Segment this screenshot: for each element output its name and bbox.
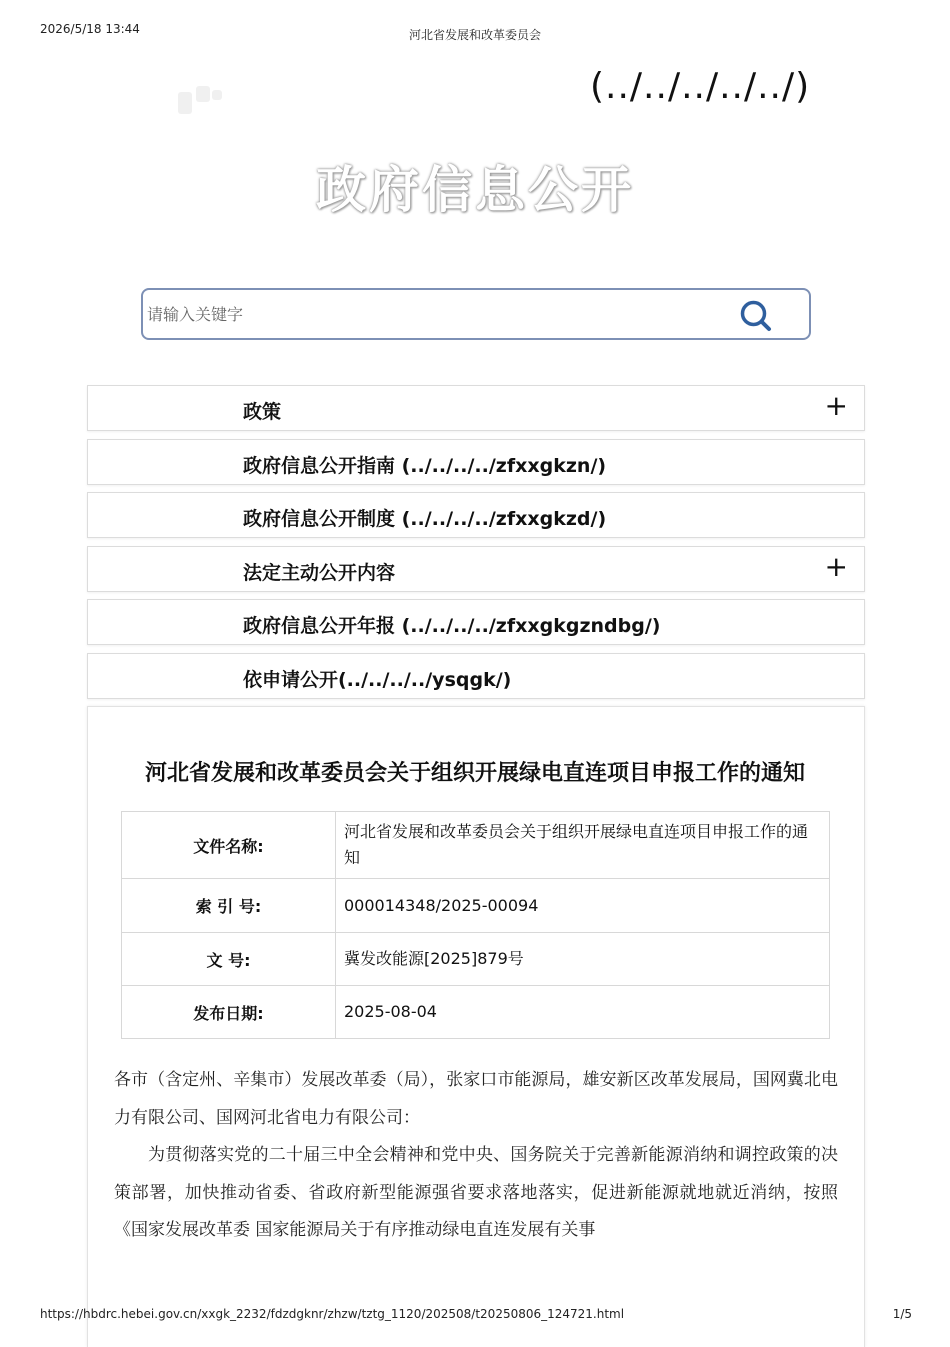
search-icon[interactable] [739,299,773,333]
nav-item-disclosure-guide[interactable] [87,439,865,485]
meta-value: 000014348/2025-00094 [336,879,830,933]
nav-item-label: 法定主动公开内容 [243,562,396,584]
nav-item-label: 政府信息公开制度 (../../../../zfxxgkzd/) [243,508,607,530]
site-logo[interactable] [178,84,226,114]
meta-value: 冀发改能源[2025]879号 [336,933,830,986]
nav-item-annual-report[interactable] [87,599,865,645]
document-meta-table [121,811,830,1039]
print-datetime: 2026/5/18 13:44 [40,22,140,36]
expand-plus-icon[interactable]: + [824,550,848,583]
nav-item-application-disclosure[interactable] [87,653,865,699]
page-url: https://hbdrc.hebei.gov.cn/xxgk_2232/fdzdgknr/zhzw/tztg_1120/202508/t20250806_124721.html [40,1307,625,1321]
nav-item-label: 政策 [243,401,282,423]
nav-item-label: 依申请公开(../../../../ysqgk/) [243,669,512,691]
article-body [114,1062,838,1250]
print-page-title: 河北省发展和改革委员会 [408,28,541,42]
expand-plus-icon[interactable]: + [824,389,848,422]
meta-value: 河北省发展和改革委员会关于组织开展绿电直连项目申报工作的通知 [336,812,830,879]
meta-value: 2025-08-04 [336,986,830,1039]
article-title: 河北省发展和改革委员会关于组织开展绿电直连项目申报工作的通知 [144,761,805,786]
nav-item-statutory-content[interactable] [87,546,865,592]
nav-item-label: 政府信息公开指南 (../../../../zfxxgkzn/) [243,455,607,477]
page-number: 1/5 [892,1307,912,1321]
meta-key: 发布日期: [122,986,336,1039]
meta-key: 索 引 号: [122,879,336,933]
table-row [122,933,830,986]
meta-key: 文 号: [122,933,336,986]
table-row [122,812,830,879]
search-bar [141,288,811,340]
nav-item-label: 政府信息公开年报 (../../../../zfxxgkgzndbg/) [243,615,661,637]
table-row [122,879,830,933]
body-paragraph: 各市（含定州、辛集市）发展改革委（局），张家口市能源局，雄安新区改革发展局，国网冀北电力有限公司、国网河北省电力有限公司： [114,1070,838,1128]
nav-item-disclosure-system[interactable] [87,492,865,538]
search-input[interactable] [145,300,709,328]
nav-item-policy[interactable] [87,385,865,431]
body-paragraph: 为贯彻落实党的二十届三中全会精神和党中央、国务院关于完善新能源消纳和调控政策的决策部署，加快推动省委、省政府新型能源强省要求落地落实，促进新能源就地就近消纳，按照《国家发展改革委 国家能源局关于有序推动绿电直连发展有关事 [114,1145,838,1240]
banner-title: 政府信息公开 [316,161,634,219]
table-row [122,986,830,1039]
meta-key: 文件名称: [122,812,336,879]
home-link[interactable]: (../../../../../) [590,66,811,107]
